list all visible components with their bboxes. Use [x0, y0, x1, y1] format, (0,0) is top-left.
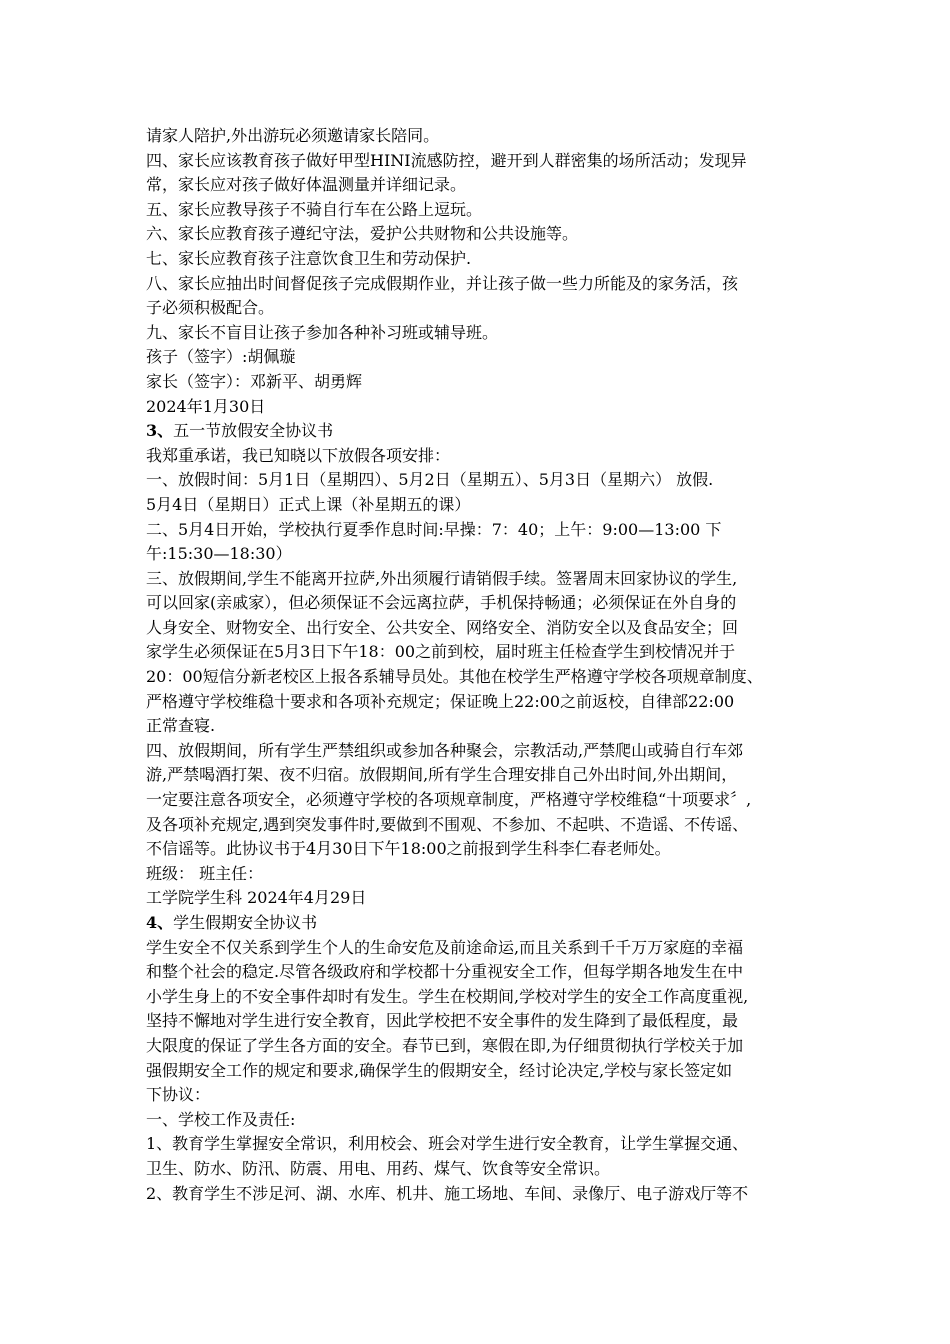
text-line: 下协议： — [146, 1085, 211, 1105]
issuer-date-line: 工学院学生科 2024年4月29日 — [146, 888, 367, 908]
text-line: 家学生必须保证在5月3日下午18：00之前到校，届时班主任检查学生到校情况并于 — [146, 642, 736, 662]
text-line: 子必须积极配合。 — [146, 298, 275, 318]
section-heading-4 — [146, 911, 810, 936]
text-line: 九、家长不盲目让孩子参加各种补习班或辅导班。 — [146, 322, 499, 342]
text-line: 三、放假期间,学生不能离开拉萨,外出须履行请销假手续。签署周末回家协议的学生, — [146, 568, 738, 588]
text-line: 我郑重承诺，我已知晓以下放假各项安排： — [146, 445, 451, 465]
text-line: 一定要注意各项安全，必须遵守学校的各项规章制度，严格遵守学校维稳“十项要求〞, — [146, 790, 752, 810]
text-line: 严格遵守学校维稳十要求和各项补充规定；保证晚上22:00之前返校，自律部22:00 — [146, 691, 735, 711]
section-number: 4、 — [146, 913, 174, 932]
text-line: 四、家长应该教育孩子做好甲型HINI流感防控，避开到人群密集的场所活动；发现异 — [146, 150, 747, 170]
text-line: 六、家长应教育孩子遵纪守法，爱护公共财物和公共设施等。 — [146, 224, 579, 244]
section-title: 五一节放假安全协议书 — [173, 421, 334, 441]
section-heading-3 — [146, 419, 810, 444]
section-number: 3、 — [146, 421, 174, 441]
text-line: 游,严禁喝酒打架、夜不归宿。放假期间,所有学生合理安排自己外出时间,外出期间， — [146, 765, 738, 785]
class-teacher-line: 班级： 班主任： — [146, 863, 264, 883]
text-line: 正常查寝. — [146, 716, 216, 736]
text-line: 20：00短信分新老校区上报各系辅导员处。其他在校学生严格遵守学校各项规章制度、 — [146, 667, 763, 687]
text-line: 大限度的保证了学生各方面的安全。春节已到，寒假在即,为仔细贯彻执行学校关于加 — [146, 1035, 744, 1055]
text-line: 常，家长应对孩子做好体温测量并详细记录。 — [146, 175, 467, 195]
text-line: 1、教育学生掌握安全常识，利用校会、班会对学生进行安全教育，让学生掌握交通、 — [146, 1134, 749, 1154]
date-line: 2024年1月30日 — [146, 396, 266, 416]
text-line: 可以回家(亲戚家），但必须保证不会远离拉萨，手机保持畅通；必须保证在外自身的 — [146, 593, 737, 613]
document-body — [146, 124, 810, 1206]
text-line: 七、家长应教育孩子注意饮食卫生和劳动保护. — [146, 248, 472, 268]
text-line: 一、放假时间：5月1日（星期四）、5月2日（星期五）、5月3日（星期六） 放假. — [146, 470, 714, 490]
text-line: 请家人陪护,外出游玩必须邀请家长陪同。 — [146, 126, 440, 145]
child-signature: 孩子（签字）:胡佩璇 — [146, 347, 296, 367]
text-line: 一、学校工作及责任: — [146, 1109, 296, 1129]
section-title: 学生假期安全协议书 — [173, 913, 318, 932]
text-line: 人身安全、财物安全、出行安全、公共安全、网络安全、消防安全以及食品安全；回 — [146, 617, 739, 637]
text-line: 不信谣等。此协议书于4月30日下午18:00之前报到学生科李仁春老师处。 — [146, 839, 671, 859]
text-line: 5月4日（星期日）正式上课（补星期五的课） — [146, 494, 471, 514]
text-line: 小学生身上的不安全事件却时有发生。学生在校期间,学校对学生的安全工作高度重视, — [146, 986, 749, 1006]
text-line: 五、家长应教导孩子不骑自行车在公路上逗玩。 — [146, 199, 483, 219]
text-line: 和整个社会的稳定.尽管各级政府和学校都十分重视安全工作，但每学期各地发生在中 — [146, 962, 744, 982]
text-line: 2、教育学生不涉足河、湖、水库、机井、施工场地、车间、录像厅、电子游戏厅等不 — [146, 1183, 749, 1203]
text-line: 二、5月4日开始，学校执行夏季作息时间:早操：7：40；上午：9:00—13:00 下 — [146, 519, 722, 539]
text-line: 及各项补充规定,遇到突发事件时,要做到不围观、不参加、不起哄、不造谣、不传谣、 — [146, 814, 749, 834]
text-line: 坚持不懈地对学生进行安全教育，因此学校把不安全事件的发生降到了最低程度，最 — [146, 1011, 739, 1031]
text-line: 卫生、防水、防汛、防震、用电、用药、煤气、饮食等安全常识。 — [146, 1158, 611, 1178]
parent-signature: 家长（签字）：邓新平、胡勇辉 — [146, 371, 363, 391]
text-line: 午:15:30—18:30） — [146, 544, 292, 564]
text-line: 八、家长应抽出时间督促孩子完成假期作业，并让孩子做一些力所能及的家务活，孩 — [146, 273, 739, 293]
text-line: 四、放假期间，所有学生严禁组织或参加各种聚会，宗教活动,严禁爬山或骑自行车郊 — [146, 740, 744, 760]
text-line: 强假期安全工作的规定和要求,确保学生的假期安全，经讨论决定,学校与家长签定如 — [146, 1060, 733, 1080]
text-line: 学生安全不仅关系到学生个人的生命安危及前途命运,而且关系到千千万万家庭的幸福 — [146, 937, 744, 957]
